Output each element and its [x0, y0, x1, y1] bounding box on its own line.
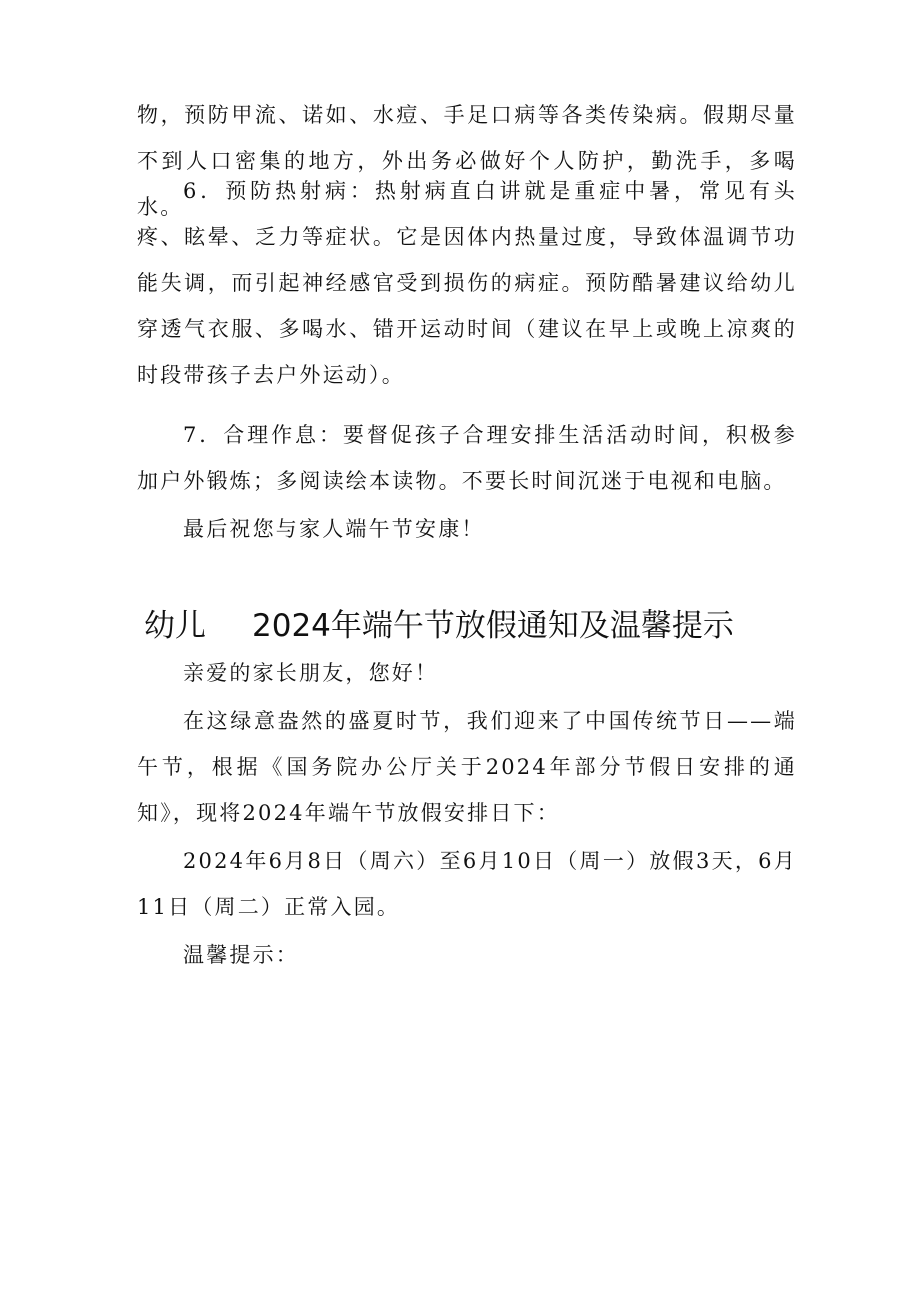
- tips-heading: 温馨提示：: [183, 943, 299, 967]
- section-title: [144, 604, 784, 648]
- greeting: 亲爱的家长朋友，您好！: [183, 661, 439, 685]
- intro-paragraph: 在这绿意盎然的盛夏时节，我们迎来了中国传统节日——端午节，根据《国务院办公厅关于2024年部分节假日安排的通知》，现将2024年端午节放假安排日下：: [137, 709, 797, 825]
- item-6-heat-stroke: 6．预防热射病：热射病直白讲就是重症中暑，常见有头疼、眩晕、乏力等症状。它是因体内热量过度，导致体温调节功能失调，而引起神经感官受到损伤的病症。预防酷暑建议给幼儿穿透气衣服、多喝水、错开运动时间（建议在早上或晚上凉爽的时段带孩子去户外运动）。: [137, 179, 797, 387]
- section-title-part2: 2024年端午节放假通知及温馨提示: [252, 608, 734, 644]
- continued-paragraph: 物，预防甲流、诺如、水痘、手足口病等各类传染病。假期尽量不到人口密集的地方，外出务必做好个人防护，勤洗手，多喝水。: [137, 103, 797, 219]
- closing-wish: 最后祝您与家人端午节安康！: [183, 517, 485, 541]
- holiday-schedule: 2024年6月8日（周六）至6月10日（周一）放假3天，6月11日（周二）正常入园。: [137, 849, 797, 919]
- item-7-rest-schedule: 7．合理作息：要督促孩子合理安排生活活动时间，积极参加户外锻炼；多阅读绘本读物。不要长时间沉迷于电视和电脑。: [137, 423, 797, 493]
- section-title-part1: 幼儿: [144, 608, 206, 644]
